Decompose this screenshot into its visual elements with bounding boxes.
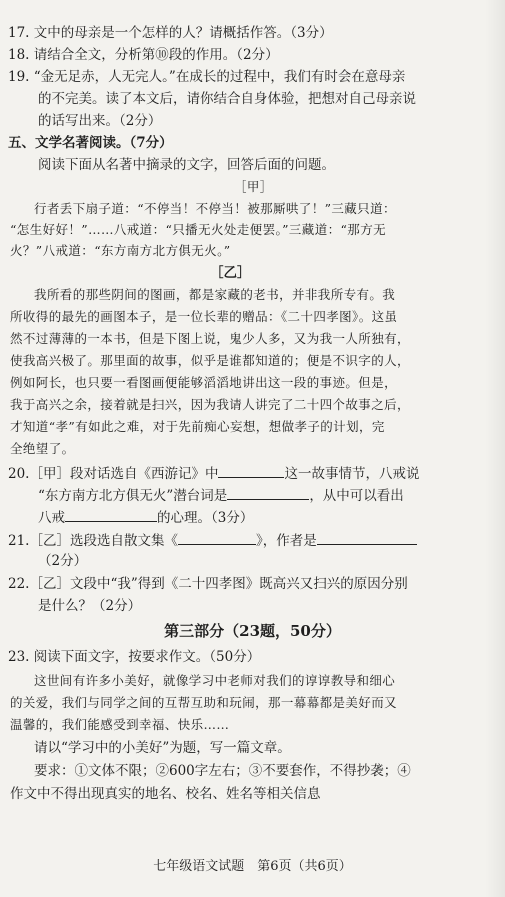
passage-jia-line: 行者丢下扇子道：“不停当！不停当！被那厮哄了！”三藏只道： xyxy=(34,201,396,216)
question-19-line1: 19. “金无足赤，人无完人。”在成长的过程中，我们有时会在意母亲 xyxy=(8,69,406,85)
passage-yi-line: 全绝望了。 xyxy=(10,441,75,456)
answer-blank[interactable] xyxy=(317,530,417,545)
passage-yi-line: 我于高兴之余，接着就是扫兴，因为我请人讲完了二十四个故事之后， xyxy=(10,397,410,412)
question-19-line2: 的不完美。读了本文后，请你结合自身体验，把想对自己母亲说 xyxy=(38,91,416,107)
essay-passage-line: 的关爱，我们与同学之间的互帮互助和玩闹，那一幕幕都是美好而又 xyxy=(10,695,398,710)
answer-blank[interactable] xyxy=(227,485,309,500)
essay-passage-line: 这世间有许多小美好，就像学习中老师对我们的谆谆教导和细心 xyxy=(34,673,396,688)
passage-jia-line: 火？”八戒道：“东方南方北方俱无火。” xyxy=(10,243,231,258)
passage-jia-line: “怎生好好！”……八戒道：“只播无火处走便罢。”三藏道：“那方无 xyxy=(10,222,387,237)
answer-blank[interactable] xyxy=(65,507,157,522)
passage-yi-line: 然不过薄薄的一本书，但是下图上说，鬼少人多，又为我一人所独有， xyxy=(10,331,410,346)
question-21-line2: （2分） xyxy=(38,553,88,569)
section-5-heading: 五、文学名著阅读。（7分） xyxy=(8,135,173,151)
question-23: 23. 阅读下面文字，按要求作文。（50分） xyxy=(8,649,261,665)
passage-yi-line: 例如阿长，也只要一看图画便能够滔滔地讲出这一段的事迹。但是， xyxy=(10,375,398,390)
passage-yi-line: 我所看的那些阴间的图画，都是家藏的老书，并非我所专有。我 xyxy=(34,287,396,302)
question-22-line2: 是什么？（2分） xyxy=(38,598,142,614)
essay-requirements-line2: 作文中不得出现真实的地名、校名、姓名等相关信息 xyxy=(10,786,321,802)
question-21-line1: 21.［乙］选段选自散文集《 》，作者是 xyxy=(8,530,417,550)
answer-blank[interactable] xyxy=(218,463,284,478)
passage-jia-label: ［甲］ xyxy=(234,179,273,194)
passage-yi-line: 才知道“孝”有如此之难，对于先前痴心妄想，想做孝子的计划，完 xyxy=(10,419,385,434)
question-17: 17. 文中的母亲是一个怎样的人？请概括作答。（3分） xyxy=(8,25,333,41)
essay-requirements-line1: 要求：①文体不限；②600字左右；③不要套作，不得抄袭；④ xyxy=(34,763,411,779)
part-3-heading: 第三部分（23题，50分） xyxy=(164,622,341,640)
question-20-line3: 八戒 的心理。（3分） xyxy=(38,507,253,527)
essay-prompt: 请以“学习中的小美好”为题，写一篇文章。 xyxy=(34,740,291,756)
answer-blank[interactable] xyxy=(178,530,256,545)
essay-passage-line: 温馨的，我们能感受到幸福、快乐…… xyxy=(10,717,230,732)
question-18: 18. 请结合全文，分析第⑩段的作用。（2分） xyxy=(8,47,279,63)
passage-yi-line: 所收得的最先的画图本子，是一位长辈的赠品：《二十四孝图》。这虽 xyxy=(10,309,398,324)
question-22-line1: 22.［乙］文段中“我”得到《二十四孝图》既高兴又扫兴的原因分别 xyxy=(8,576,408,592)
passage-yi-line: 使我高兴极了。那里面的故事，似乎是谁都知道的；便是不识字的人， xyxy=(10,353,410,368)
page-footer: 七年级语文试题 第6页（共6页） xyxy=(153,859,352,874)
question-20-line1: 20.［甲］段对话选自《西游记》中 这一故事情节，八戒说 xyxy=(8,463,419,483)
page-edge-shadow xyxy=(485,0,505,897)
section-5-intro: 阅读下面从名著中摘录的文字，回答后面的问题。 xyxy=(38,157,335,173)
question-20-line2: “东方南方北方俱无火”潜台词是 ，从中可以看出 xyxy=(38,485,404,505)
question-19-line3: 的话写出来。（2分） xyxy=(38,113,162,129)
passage-yi-label: ［乙］ xyxy=(210,265,251,281)
